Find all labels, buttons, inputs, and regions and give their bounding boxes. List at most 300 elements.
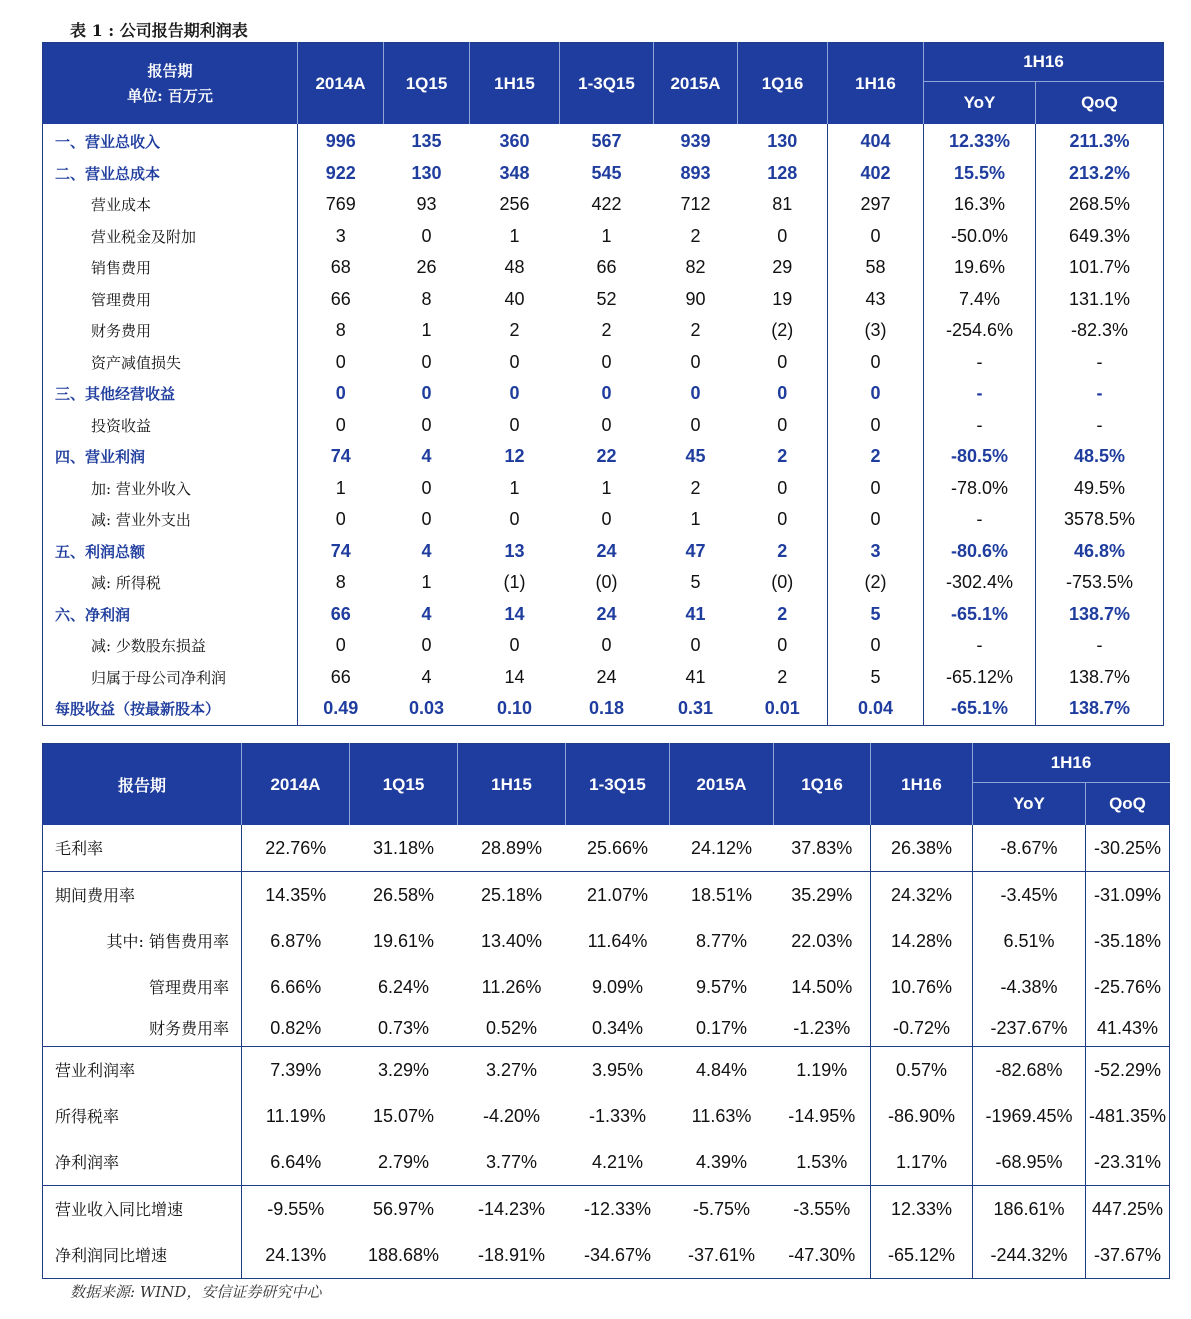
column-header: 2014A xyxy=(298,43,384,125)
value-cell: 4 xyxy=(421,540,432,561)
table-row xyxy=(43,1093,1170,1139)
qoq-cell: 3578.5% xyxy=(1063,509,1136,530)
row-label: 每股收益（按最新股本） xyxy=(43,693,298,725)
qoq-cell: -23.31% xyxy=(1093,1151,1162,1172)
value-cell: 74 xyxy=(330,540,351,561)
value-cell: 66 xyxy=(330,288,351,309)
table-row xyxy=(43,221,1164,253)
row-label: 期间费用率 xyxy=(43,872,242,919)
value-cell: -1.23% xyxy=(793,1017,851,1038)
row-label: 二、营业总成本 xyxy=(43,158,298,190)
value-cell: 1.53% xyxy=(796,1151,848,1172)
value-cell: 26.38% xyxy=(871,825,973,872)
yoy-cell: -65.1% xyxy=(924,599,1036,631)
row-label: 营业税金及附加 xyxy=(43,221,298,253)
value-cell: 25.66% xyxy=(586,837,649,858)
value-cell: 66 xyxy=(330,666,351,687)
value-cell: -65.12% xyxy=(871,1232,973,1279)
value-cell: 188.68% xyxy=(367,1244,440,1265)
value-cell: 1 xyxy=(421,572,432,593)
value-cell: 0 xyxy=(421,509,432,530)
row-label: 销售费用 xyxy=(43,252,298,284)
value-cell: 4.39% xyxy=(695,1151,748,1172)
value-cell: 0 xyxy=(509,635,520,656)
value-cell: 4 xyxy=(421,666,432,687)
row-label: 财务费用 xyxy=(43,315,298,347)
value-cell: 14.28% xyxy=(871,918,973,964)
value-cell: 26.58% xyxy=(350,872,458,919)
value-cell: 11.26% xyxy=(481,976,542,997)
yoy-cell: - xyxy=(924,630,1036,662)
row-label: 加: 营业外收入 xyxy=(43,473,298,505)
value-cell: 68 xyxy=(330,257,351,278)
table-row xyxy=(43,252,1164,284)
row-label: 营业成本 xyxy=(43,189,298,221)
table-row xyxy=(43,1010,1170,1047)
value-cell: 0 xyxy=(335,383,346,404)
column-header: 1Q15 xyxy=(350,744,458,826)
value-cell: -12.33% xyxy=(566,1186,670,1233)
value-cell: 0.52% xyxy=(485,1017,538,1038)
value-cell: 0 xyxy=(421,225,432,246)
qoq-cell: 138.7% xyxy=(1068,698,1131,719)
value-cell: 0 xyxy=(690,383,701,404)
value-cell: 11.64% xyxy=(587,930,648,951)
value-cell: 29 xyxy=(772,257,793,278)
value-cell: 1 xyxy=(421,320,432,341)
value-cell: 0.34% xyxy=(591,1017,644,1038)
value-cell: 43 xyxy=(828,284,924,316)
value-cell: 0.31 xyxy=(677,698,714,719)
table-row xyxy=(43,441,1164,473)
value-cell: 2 xyxy=(777,540,788,561)
value-cell: 0 xyxy=(509,351,520,372)
value-cell: 297 xyxy=(828,189,924,221)
table-row xyxy=(43,567,1164,599)
unit-label: 单位: 百万元 xyxy=(127,86,213,105)
yoy-cell: -8.67% xyxy=(973,825,1086,872)
value-cell: 41 xyxy=(685,603,706,624)
value-cell: 545 xyxy=(591,162,622,183)
table-row xyxy=(43,1139,1170,1186)
table-caption: 表 1 : 公司报告期利润表 xyxy=(70,21,248,40)
value-cell: 0.57% xyxy=(871,1047,973,1094)
value-cell: 0 xyxy=(828,410,924,442)
value-cell: -3.55% xyxy=(774,1186,871,1233)
value-cell: 128 xyxy=(767,162,798,183)
qoq-cell: -37.67% xyxy=(1093,1244,1162,1265)
value-cell: 3.27% xyxy=(458,1047,566,1094)
qoq-cell: 138.7% xyxy=(1068,603,1131,624)
yoy-cell: -65.12% xyxy=(924,662,1036,694)
value-cell: 93 xyxy=(416,194,437,215)
row-label: 净利润同比增速 xyxy=(43,1232,242,1279)
value-cell: 19 xyxy=(772,288,793,309)
value-cell: -14.23% xyxy=(458,1186,566,1233)
value-cell: 15.07% xyxy=(372,1105,435,1126)
value-cell: 0 xyxy=(335,635,346,656)
value-cell: 0 xyxy=(777,414,788,435)
value-cell: 0.10 xyxy=(496,698,533,719)
group-header: 1H16 xyxy=(973,744,1170,783)
row-label: 营业利润率 xyxy=(43,1047,242,1094)
qoq-cell: 131.1% xyxy=(1068,288,1131,309)
value-cell: 0 xyxy=(601,351,612,372)
value-cell: 90 xyxy=(685,288,706,309)
value-cell: 0 xyxy=(509,383,520,404)
value-cell: 0.17% xyxy=(695,1017,748,1038)
value-cell: 3.77% xyxy=(485,1151,538,1172)
table-row xyxy=(43,693,1164,725)
value-cell: 2 xyxy=(509,320,520,341)
value-cell: 7.39% xyxy=(242,1047,350,1094)
value-cell: 4 xyxy=(421,603,432,624)
value-cell: 2 xyxy=(690,320,701,341)
yoy-cell: 16.3% xyxy=(924,189,1036,221)
value-cell: 24.13% xyxy=(265,1244,327,1265)
value-cell: 31.18% xyxy=(372,837,435,858)
qoq-cell: -25.76% xyxy=(1093,976,1162,997)
value-cell: 0 xyxy=(828,473,924,505)
value-cell: 402 xyxy=(828,158,924,190)
yoy-cell: -68.95% xyxy=(973,1139,1086,1186)
value-cell: 26 xyxy=(416,257,437,278)
value-cell: 0 xyxy=(335,351,346,372)
period-header: 报告期 xyxy=(43,744,242,826)
table-row xyxy=(43,315,1164,347)
value-cell: 12 xyxy=(504,446,525,467)
column-header: 1H15 xyxy=(470,43,560,125)
value-cell: 6.64% xyxy=(270,1151,322,1172)
value-cell: 3.29% xyxy=(350,1047,458,1094)
value-cell: 0 xyxy=(601,635,612,656)
row-label: 管理费用率 xyxy=(43,964,242,1010)
value-cell: 1 xyxy=(509,225,520,246)
value-cell: 0 xyxy=(777,477,788,498)
table-row xyxy=(43,1186,1170,1233)
table-row xyxy=(43,158,1164,190)
value-cell: 11.63% xyxy=(691,1105,752,1126)
column-header: 1Q16 xyxy=(738,43,828,125)
yoy-cell: 15.5% xyxy=(924,158,1036,190)
value-cell: 6.87% xyxy=(270,930,322,951)
row-label: 五、利润总额 xyxy=(43,536,298,568)
value-cell: 8 xyxy=(335,320,346,341)
column-header: 2015A xyxy=(670,744,774,826)
value-cell: 939 xyxy=(680,131,711,152)
value-cell: 4.21% xyxy=(591,1151,644,1172)
value-cell: 2 xyxy=(690,477,701,498)
value-cell: 996 xyxy=(325,131,356,152)
value-cell: 0 xyxy=(828,347,924,379)
financial-ratio-table xyxy=(42,743,1170,1279)
row-label: 三、其他经营收益 xyxy=(43,378,298,410)
value-cell: -37.61% xyxy=(687,1244,756,1265)
qoq-cell: 46.8% xyxy=(1073,540,1126,561)
value-cell: 22.76% xyxy=(265,837,327,858)
value-cell: 66 xyxy=(330,603,351,624)
table-row xyxy=(43,189,1164,221)
value-cell: 0 xyxy=(601,414,612,435)
table-row xyxy=(43,825,1170,872)
value-cell: 0 xyxy=(690,635,701,656)
yoy-cell: 186.61% xyxy=(973,1186,1086,1233)
yoy-cell: - xyxy=(924,378,1036,410)
value-cell: 0 xyxy=(777,225,788,246)
row-label: 减: 营业外支出 xyxy=(43,504,298,536)
value-cell: 0.03 xyxy=(408,698,445,719)
value-cell: 1 xyxy=(601,225,612,246)
value-cell: 0 xyxy=(828,221,924,253)
value-cell: 48 xyxy=(504,257,525,278)
value-cell: 0.01 xyxy=(764,698,800,719)
yoy-cell: -4.38% xyxy=(973,964,1086,1010)
value-cell: -4.20% xyxy=(482,1105,541,1126)
row-label: 财务费用率 xyxy=(43,1010,242,1047)
value-cell: 22 xyxy=(596,446,617,467)
value-cell: 12.33% xyxy=(871,1186,973,1233)
value-cell: -0.72% xyxy=(871,1010,973,1047)
yoy-cell: -80.6% xyxy=(924,536,1036,568)
row-label: 其中: 销售费用率 xyxy=(43,918,242,964)
value-cell: 348 xyxy=(499,162,530,183)
value-cell: 14.35% xyxy=(242,872,350,919)
value-cell: 1 xyxy=(509,477,520,498)
value-cell: 8 xyxy=(421,288,432,309)
column-header: 1-3Q15 xyxy=(560,43,654,125)
value-cell: 2 xyxy=(777,446,788,467)
value-cell: 1 xyxy=(690,509,701,530)
value-cell: 47 xyxy=(685,540,706,561)
qoq-cell: 138.7% xyxy=(1068,666,1131,687)
value-cell: 2 xyxy=(777,603,788,624)
value-cell: 81 xyxy=(772,194,793,215)
group-header: 1H16 xyxy=(924,43,1164,82)
column-header: 2015A xyxy=(654,43,738,125)
value-cell: 2.79% xyxy=(377,1151,430,1172)
table-row xyxy=(43,504,1164,536)
value-cell: 769 xyxy=(325,194,356,215)
value-cell: 0 xyxy=(690,351,701,372)
value-cell: 3 xyxy=(335,225,346,246)
row-label: 减: 所得税 xyxy=(43,567,298,599)
table-row xyxy=(43,662,1164,694)
qoq-cell: -481.35% xyxy=(1088,1105,1167,1126)
yoy-cell: -3.45% xyxy=(973,872,1086,919)
value-cell: 0 xyxy=(690,414,701,435)
value-cell: 1 xyxy=(601,477,612,498)
value-cell: 422 xyxy=(591,194,622,215)
value-cell: 256 xyxy=(499,194,530,215)
yoy-cell: -1969.45% xyxy=(973,1093,1086,1139)
column-header: 2014A xyxy=(242,744,350,826)
value-cell: 0 xyxy=(335,509,346,530)
table-row xyxy=(43,630,1164,662)
value-cell: 404 xyxy=(828,124,924,158)
value-cell: 8.77% xyxy=(695,930,748,951)
value-cell: 22.03% xyxy=(791,930,853,951)
row-label: 管理费用 xyxy=(43,284,298,316)
value-cell: 13.40% xyxy=(480,930,543,951)
value-cell: 5 xyxy=(828,662,924,694)
value-cell: -86.90% xyxy=(871,1093,973,1139)
value-cell: 2 xyxy=(828,441,924,473)
yoy-cell: -78.0% xyxy=(924,473,1036,505)
table-row xyxy=(43,1047,1170,1094)
qoq-cell: 649.3% xyxy=(1068,225,1131,246)
value-cell: 1.19% xyxy=(774,1047,871,1094)
yoy-cell: 12.33% xyxy=(924,124,1036,158)
column-header: 1H15 xyxy=(458,744,566,826)
column-header: 1Q15 xyxy=(384,43,470,125)
yoy-cell: - xyxy=(924,410,1036,442)
table-row xyxy=(43,536,1164,568)
value-cell: 0 xyxy=(421,635,432,656)
row-label: 营业收入同比增速 xyxy=(43,1186,242,1233)
value-cell: 24.32% xyxy=(871,872,973,919)
value-cell: 14.50% xyxy=(791,976,853,997)
data-source-note: 数据来源: WIND，安信证券研究中心 xyxy=(70,1283,322,1301)
value-cell: 11.19% xyxy=(265,1105,326,1126)
value-cell: 24 xyxy=(596,540,617,561)
value-cell: 13 xyxy=(504,540,525,561)
value-cell: 40 xyxy=(504,288,525,309)
value-cell: 56.97% xyxy=(350,1186,458,1233)
value-cell: -5.75% xyxy=(670,1186,774,1233)
value-cell: (0) xyxy=(595,572,618,593)
row-label: 一、营业总收入 xyxy=(43,124,298,158)
yoy-cell: -244.32% xyxy=(973,1232,1086,1279)
yoy-cell: -302.4% xyxy=(924,567,1036,599)
value-cell: 0 xyxy=(509,509,520,530)
table-row xyxy=(43,1232,1170,1279)
qoq-cell: - xyxy=(1096,414,1103,435)
value-cell: 45 xyxy=(685,446,706,467)
value-cell: 8 xyxy=(335,572,346,593)
table-row xyxy=(43,872,1170,919)
value-cell: 0 xyxy=(828,378,924,410)
column-header: 1-3Q15 xyxy=(566,744,670,826)
qoq-cell: - xyxy=(1096,635,1103,656)
qoq-cell: - xyxy=(1096,383,1103,404)
value-cell: 2 xyxy=(690,225,701,246)
value-cell: 9.57% xyxy=(695,976,748,997)
value-cell: 0 xyxy=(828,504,924,536)
table-row xyxy=(43,918,1170,964)
row-label: 毛利率 xyxy=(43,825,242,872)
value-cell: -1.33% xyxy=(588,1105,647,1126)
yoy-header: YoY xyxy=(973,783,1086,826)
value-cell: 0.49 xyxy=(323,698,359,719)
value-cell: -9.55% xyxy=(242,1186,350,1233)
value-cell: 2 xyxy=(601,320,612,341)
value-cell: 4.84% xyxy=(670,1047,774,1094)
value-cell: 0 xyxy=(777,383,788,404)
row-label: 投资收益 xyxy=(43,410,298,442)
value-cell: 130 xyxy=(411,162,442,183)
qoq-cell: 213.2% xyxy=(1068,162,1131,183)
value-cell: 0 xyxy=(421,383,432,404)
yoy-cell: 7.4% xyxy=(924,284,1036,316)
value-cell: 25.18% xyxy=(458,872,566,919)
value-cell: 360 xyxy=(499,131,530,152)
column-header: 1H16 xyxy=(871,744,973,826)
qoq-cell: -30.25% xyxy=(1093,837,1162,858)
value-cell: 14 xyxy=(504,603,525,624)
qoq-cell: - xyxy=(1096,351,1103,372)
value-cell: 19.61% xyxy=(372,930,435,951)
qoq-header: QoQ xyxy=(1036,82,1164,125)
value-cell: (2) xyxy=(828,567,924,599)
value-cell: 9.09% xyxy=(591,976,644,997)
yoy-cell: 19.6% xyxy=(924,252,1036,284)
value-cell: 0 xyxy=(777,509,788,530)
value-cell: -14.95% xyxy=(788,1105,856,1126)
qoq-cell: 49.5% xyxy=(1073,477,1126,498)
value-cell: (2) xyxy=(771,320,794,341)
value-cell: 130 xyxy=(767,131,798,152)
value-cell: 0 xyxy=(421,351,432,372)
value-cell: 0 xyxy=(828,630,924,662)
value-cell: 0 xyxy=(509,414,520,435)
table-row xyxy=(43,284,1164,316)
period-unit-header xyxy=(43,43,298,125)
row-label: 归属于母公司净利润 xyxy=(43,662,298,694)
yoy-cell: 6.51% xyxy=(973,918,1086,964)
value-cell: 35.29% xyxy=(774,872,871,919)
table-row xyxy=(43,473,1164,505)
value-cell: 3.95% xyxy=(566,1047,670,1094)
value-cell: 0 xyxy=(777,635,788,656)
value-cell: 5 xyxy=(690,572,701,593)
qoq-cell: 101.7% xyxy=(1068,257,1131,278)
qoq-cell: 268.5% xyxy=(1068,194,1131,215)
yoy-cell: -82.68% xyxy=(973,1047,1086,1094)
qoq-cell: 211.3% xyxy=(1069,131,1130,152)
value-cell: 6.66% xyxy=(270,976,322,997)
value-cell: 0.18 xyxy=(588,698,625,719)
value-cell: 52 xyxy=(596,288,617,309)
qoq-cell: 41.43% xyxy=(1096,1017,1159,1038)
value-cell: 66 xyxy=(596,257,617,278)
value-cell: (3) xyxy=(828,315,924,347)
value-cell: 0.04 xyxy=(828,693,924,725)
value-cell: 10.76% xyxy=(871,964,973,1010)
row-label: 净利润率 xyxy=(43,1139,242,1186)
qoq-cell: -35.18% xyxy=(1093,930,1162,951)
value-cell: 0 xyxy=(421,414,432,435)
table-row xyxy=(43,347,1164,379)
value-cell: 1.17% xyxy=(871,1139,973,1186)
table-row xyxy=(43,378,1164,410)
value-cell: 28.89% xyxy=(480,837,543,858)
value-cell: 2 xyxy=(777,666,788,687)
table-row xyxy=(43,410,1164,442)
qoq-cell: 447.25% xyxy=(1086,1186,1170,1233)
value-cell: 24 xyxy=(596,603,617,624)
column-header: 1H16 xyxy=(828,43,924,125)
qoq-header: QoQ xyxy=(1086,783,1170,826)
value-cell: 74 xyxy=(330,446,351,467)
value-cell: -47.30% xyxy=(788,1244,856,1265)
value-cell: 82 xyxy=(685,257,706,278)
value-cell: 0 xyxy=(601,383,612,404)
qoq-cell: 48.5% xyxy=(1073,446,1126,467)
yoy-cell: -80.5% xyxy=(924,441,1036,473)
qoq-cell: -52.29% xyxy=(1086,1047,1170,1094)
row-label: 六、净利润 xyxy=(43,599,298,631)
value-cell: 922 xyxy=(325,162,356,183)
